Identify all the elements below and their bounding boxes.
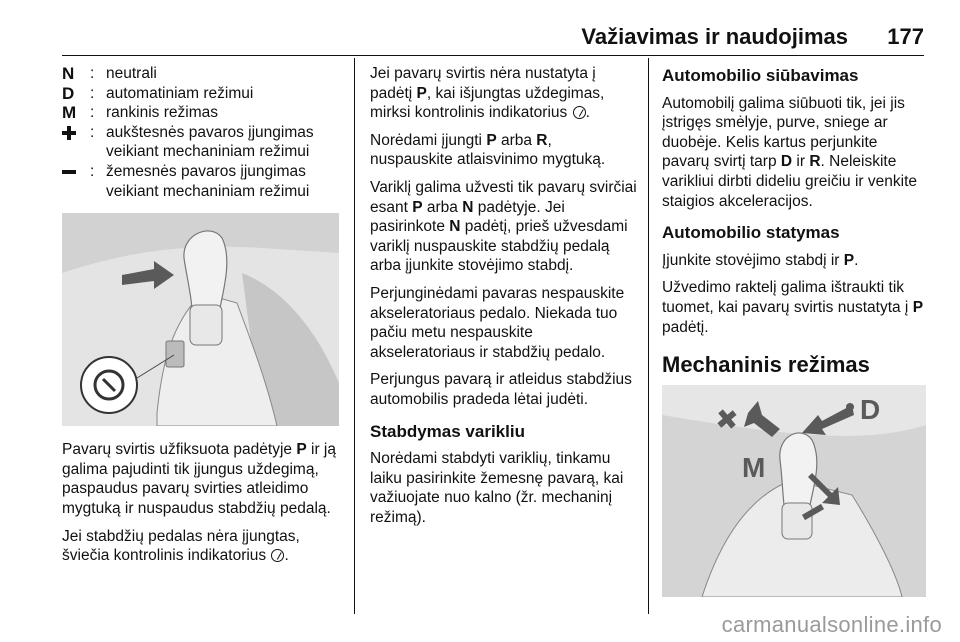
gear-lever-figure [62,213,339,426]
paragraph: Jei stabdžių pedalas nėra įjungtas, šviečia kontrolinis indikatorius . [62,527,300,565]
brake-indicator-icon [271,549,284,562]
paragraph: Automobilį galima siūbuoti tik, jei jis įstrigęs smėlyje, purve, sniege ar duobėje. Kelis kartus perjunkite pavarų svirtį tarp D ir R. Neleiskite varikliui dirbti dideliu greičiu ir venkite staigios akceleracijos. [662,94,917,210]
column-1 [62,64,344,574]
section-heading-manual-mode: Mechaninis režimas [662,352,870,378]
brake-indicator-icon [573,106,586,119]
figure-label-m: M [742,451,766,483]
legend-text: automatiniam režimui [106,84,254,102]
column-3 [662,64,926,597]
legend-item-plus [62,123,344,162]
legend-item-m [62,103,344,123]
sub-heading-rocking: Automobilio siūbavimas [662,66,859,85]
paragraph: Užvedimo raktelį galima ištraukti tik tuomet, kai pavarų svirtis nustatyta į P padėtį. [662,279,924,336]
plus-icon [62,126,76,140]
column-divider-right [648,58,649,614]
legend-item-d [62,84,344,104]
column-divider-left [354,58,355,614]
legend-colon: : [90,123,95,141]
page-number: 177 [887,24,924,49]
paragraph: Norėdami įjungti P arba R, nuspauskite atlaisvinimo mygtuką. [370,131,606,169]
legend-key: D [62,83,75,103]
sub-heading-parking: Automobilio statymas [662,223,840,243]
legend-colon: : [90,104,95,122]
legend-text: neutrali [106,65,157,82]
header-rule [62,55,924,56]
paragraph: Pavarų svirtis užfiksuota padėtyje P ir ją galima pajudinti tik įjungus uždegimą, paspaudus pavarų svirties atleidimo mygtuką ir nuspaudus stabdžių pedalą. [62,441,336,517]
paragraph: Variklį galima užvesti tik pavarų svirčiai esant P arba N padėtyje. Jei pasirinkote N padėtį, prieš užvesdami variklį nuspauskite stabdžių pedalą arba įjunkite stovėjimo stabdį. [370,178,637,275]
legend-list [62,64,344,201]
legend-text: žemesnės pavaros įjungimas veikiant mechaniniam režimui [106,162,310,200]
sub-heading-engine-braking: Stabdymas varikliu [370,421,525,441]
paragraph: Įjunkite stovėjimo stabdį ir P. [662,251,859,269]
legend-key: M [62,103,77,123]
legend-item-n [62,64,344,84]
paragraph: Perjunginėdami pavaras nespauskite akseleratoriaus pedalo. Niekada tuo pačiu metu nespauskite akseleratoriaus ir stabdžių pedalo. [370,284,625,361]
paragraph: Jei pavarų svirtis nėra nustatyta į padėtį P, kai išjungtas uždegimas, mirksi kontrolinis indikatorius . [370,65,605,122]
legend-item-minus [62,162,344,201]
manual-mode-figure [662,385,926,597]
paragraph: Norėdami stabdyti variklių, tinkamu laiku pasirinkite žemesnę pavarą, kai važiuojate nuo kalno (žr. mechaninį režimą). [370,450,624,526]
header-title: Važiavimas ir naudojimas [581,24,848,49]
legend-colon: : [90,84,95,102]
watermark: carmanualsonline.info [721,612,942,637]
minus-icon [62,170,76,174]
legend-text: aukštesnės pavaros įjungimas veikiant mechaniniam režimui [106,123,314,161]
legend-text: rankinis režimas [106,104,218,122]
gear-lever-illustration [62,213,339,426]
paragraph: Perjungus pavarą ir atleidus stabdžius automobilis pradeda lėtai judėti. [370,371,632,408]
figure-label-d: D [860,393,881,425]
legend-colon: : [90,162,95,180]
legend-colon: : [90,65,95,82]
column-2 [370,64,638,535]
manual-mode-illustration [662,385,926,597]
legend-key: N [62,64,75,83]
